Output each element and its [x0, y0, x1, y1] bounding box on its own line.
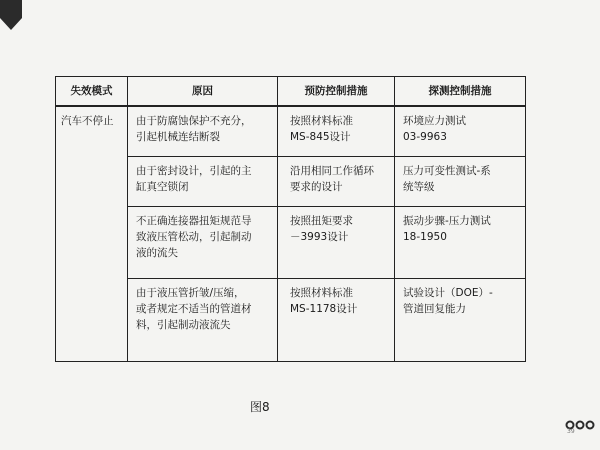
detection-line: 统等级 — [403, 180, 435, 193]
cause-line: 致液压管松动，引起制动 — [136, 230, 252, 243]
figure-caption: 图8 — [250, 400, 270, 414]
header-failure-mode: 失效模式 — [56, 77, 128, 107]
cause-line: 由于液压管折皱/压缩， — [136, 286, 245, 299]
detection-cell — [395, 106, 526, 156]
cause-line: 缸真空锁闭 — [136, 180, 189, 193]
detection-line: 管道回复能力 — [403, 302, 466, 315]
cause-cell — [128, 278, 278, 361]
prevention-line: －3993设计 — [290, 230, 349, 243]
failure-mode-cell: 汽车不停止 — [56, 106, 128, 361]
detection-line: 压力可变性测试-系 — [403, 164, 491, 177]
cause-line: 由于防腐蚀保护不充分， — [136, 115, 252, 127]
detection-line: 试验设计（DOE）- — [403, 286, 493, 299]
cause-line: 液的流失 — [136, 246, 178, 259]
prevention-line: MS-1178设计 — [290, 302, 358, 315]
prevention-cell — [278, 106, 395, 156]
cause-cell — [128, 156, 278, 206]
detection-cell — [395, 278, 526, 361]
detection-line: 03-9963 — [403, 131, 447, 143]
prevention-line: 按照材料标准 — [290, 115, 353, 127]
table-header-row — [56, 77, 526, 107]
fmea-table — [55, 76, 526, 362]
cause-line: 不正确连接器扭矩规范导 — [136, 214, 252, 227]
cause-line: 由于密封设计，引起的主 — [136, 164, 252, 177]
cause-line: 引起机械连结断裂 — [136, 131, 220, 143]
corner-tab-icon — [0, 0, 22, 30]
detection-line: 18-1950 — [403, 230, 447, 243]
prevention-cell — [278, 206, 395, 278]
prevention-line: MS-845设计 — [290, 131, 351, 143]
prevention-line: 按照扭矩要求 — [290, 214, 353, 227]
prevention-line: 要求的设计 — [290, 180, 343, 193]
header-detection-control: 探测控制措施 — [395, 77, 526, 107]
cause-line: 或者规定不适当的管道材 — [136, 302, 252, 315]
cause-line: 料，引起制动液流失 — [136, 318, 231, 331]
prevention-cell — [278, 156, 395, 206]
prevention-line: 沿用相同工作循环 — [290, 164, 374, 177]
table-row — [56, 106, 526, 156]
header-prevention-control: 预防控制措施 — [278, 77, 395, 107]
page-number: 39 — [567, 428, 575, 435]
detection-line: 环境应力测试 — [403, 115, 466, 127]
prevention-line: 按照材料标准 — [290, 286, 353, 299]
cause-cell — [128, 206, 278, 278]
detection-cell — [395, 206, 526, 278]
header-cause: 原因 — [128, 77, 278, 107]
detection-line: 振动步骤-压力测试 — [403, 214, 491, 227]
cause-cell — [128, 106, 278, 156]
prevention-cell — [278, 278, 395, 361]
detection-cell — [395, 156, 526, 206]
